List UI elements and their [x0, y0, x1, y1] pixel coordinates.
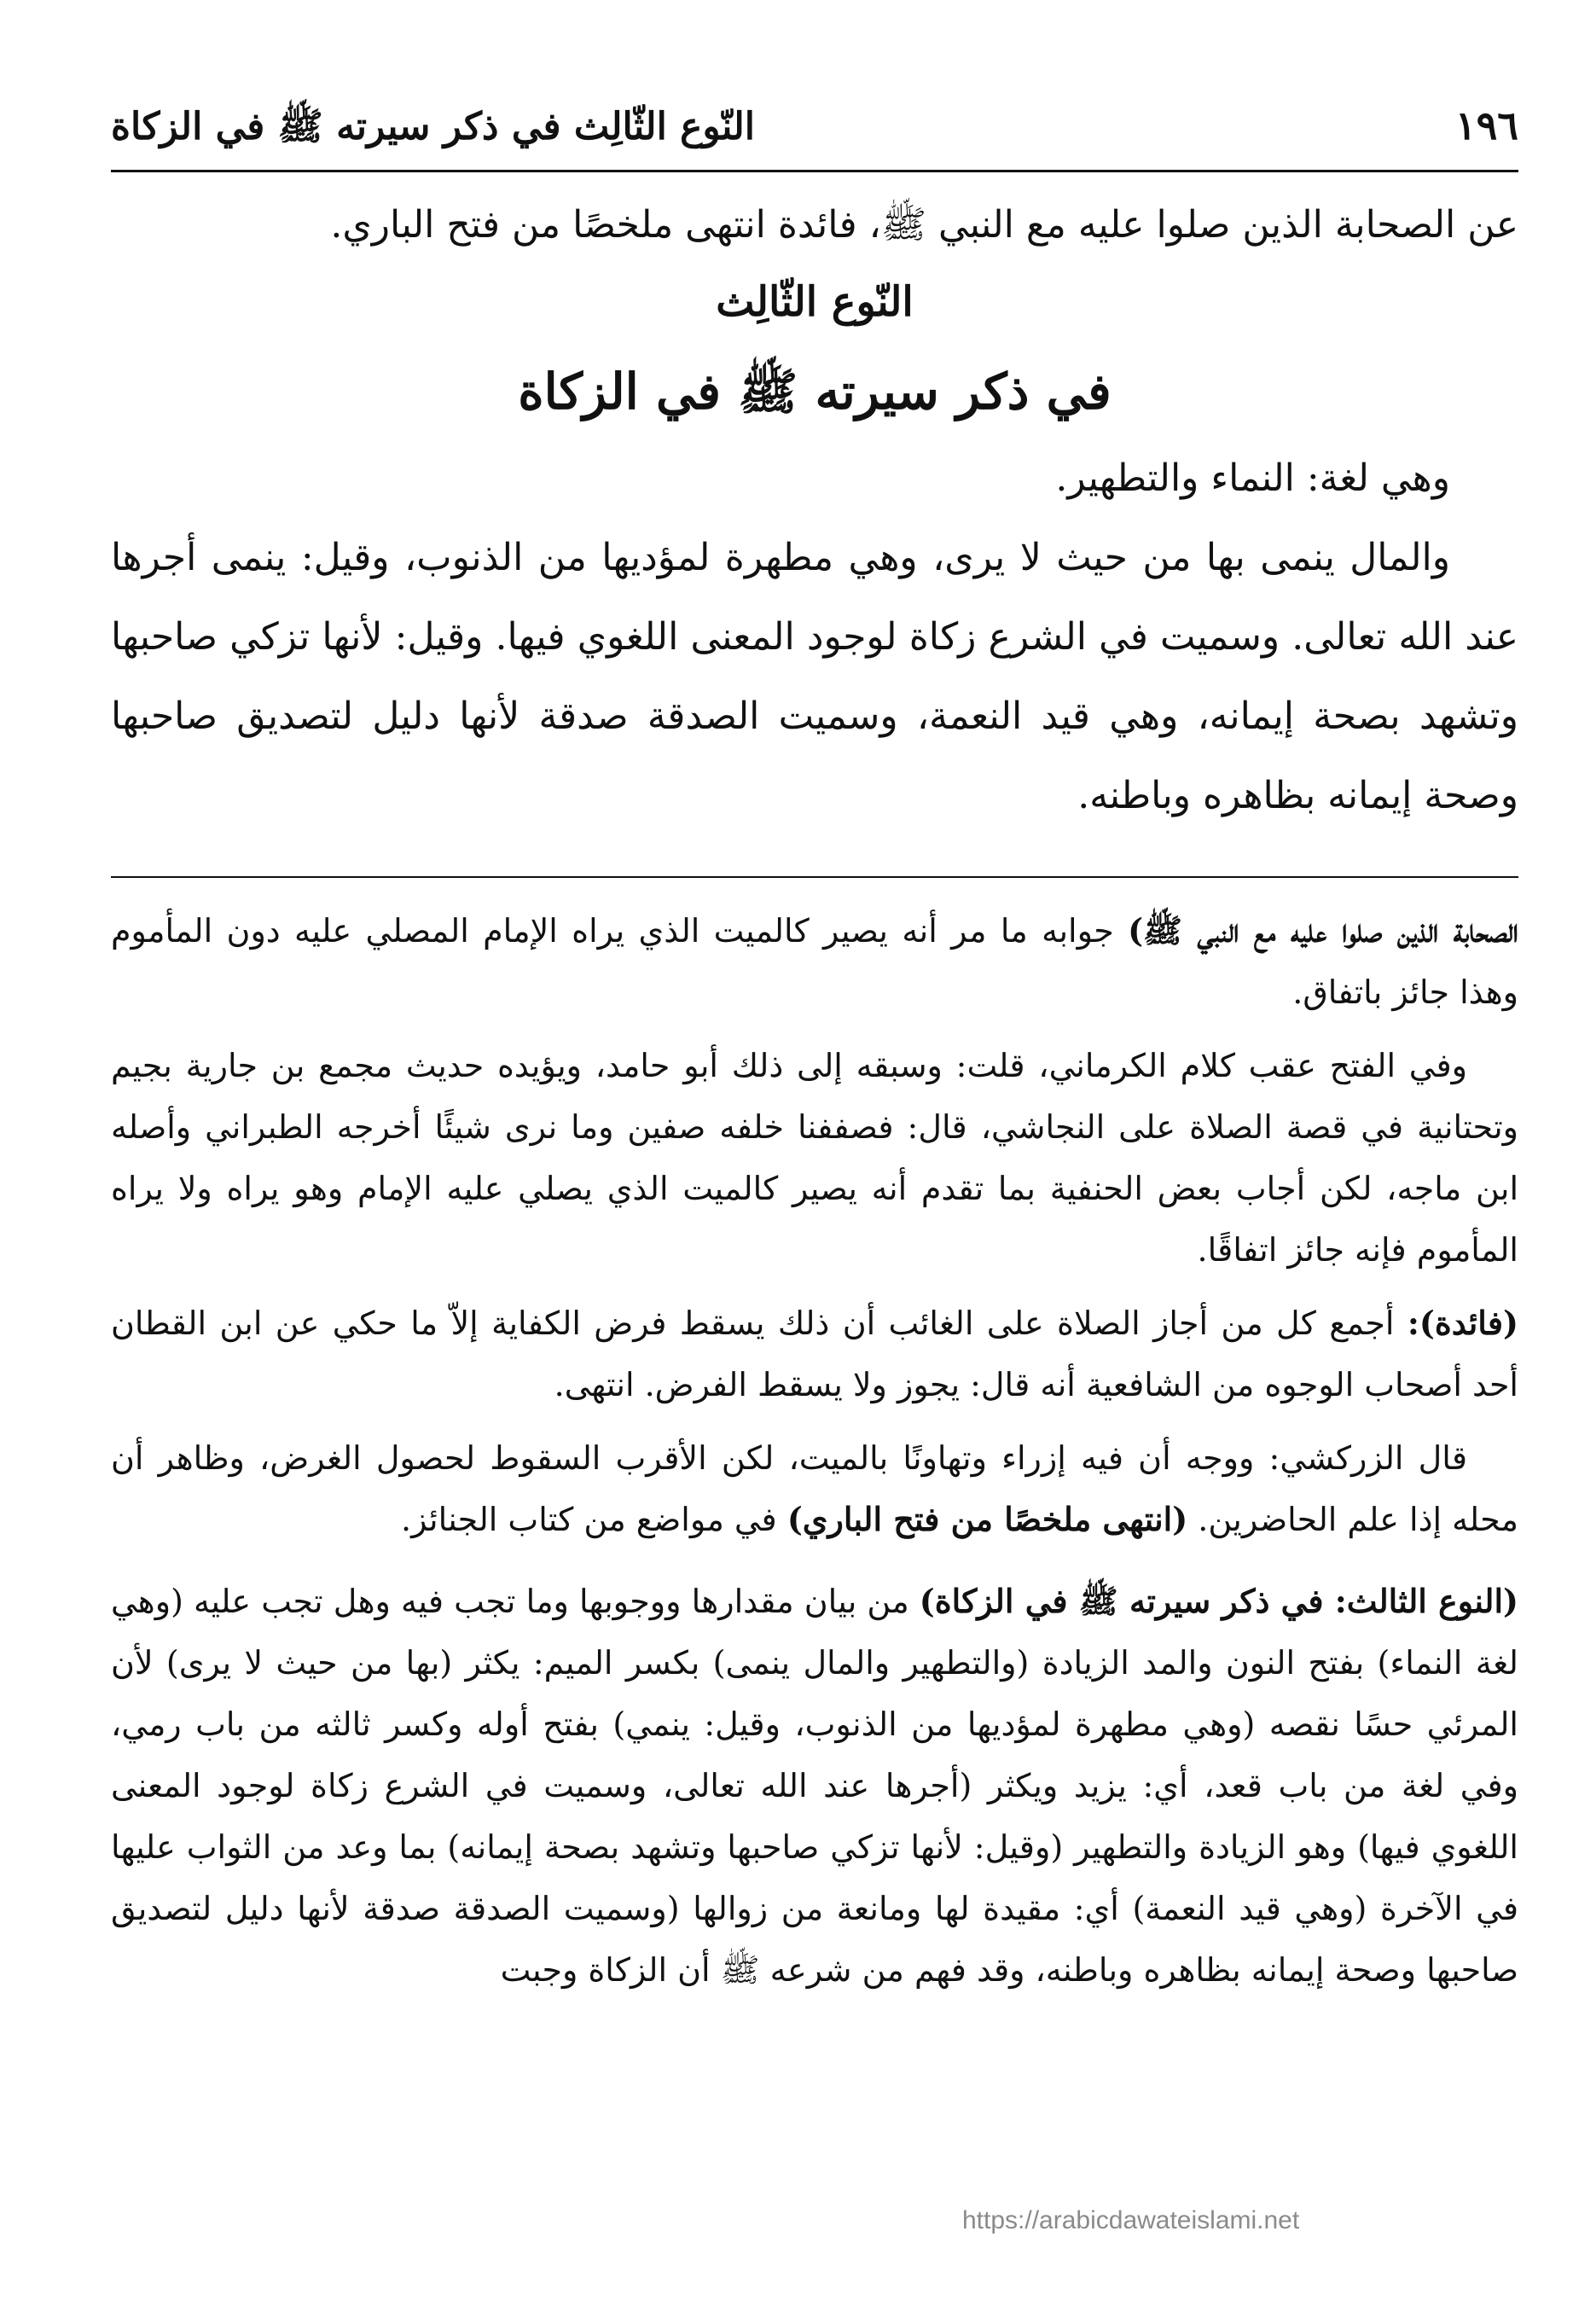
note-text: في مواضع من كتاب الجنائز.: [401, 1501, 787, 1538]
paragraph: والمال ينمى بها من حيث لا يرى، وهي مطهرة لمؤديها من الذنوب، وقيل: ينمى أجرها عند الله تعالى. وسميت في الشرع زكاة لوجود المعنى اللغوي فيها. وقيل: لأنها تزكي صاحبها وتشهد بصحة إيمانه، وهي قيد النعمة، وسميت الصدقة صدقة لأنها دليل لتصديق صاحبها وصحة إيمانه بظاهره وباطنه.: [111, 536, 1519, 817]
note-text: من بيان مقدارها ووجوبها وما تجب فيه وهل تجب عليه (وهي لغة النماء) بفتح النون والمد الزيادة (والتطهير والمال ينمى) بكسر الميم: يكثر (بها من حيث لا يرى) لأن المرئي حسًا نقصه (وهي مطهرة لمؤديها من الذنوب، وقيل: ينمي) بفتح أوله وكسر ثالثه من باب رمي، وفي لغة من باب قعد، أي: يزيد ويكثر (أجرها عند الله تعالى، وسميت في الشرع زكاة لوجود المعنى اللغوي فيها) وهو الزيادة والتطهير (وقيل: لأنها تزكي صاحبها وتشهد بصحة إيمانه) بما وعد من الثواب عليها في الآخرة (وهي قيد النعمة) أي: مقيدة لها ومانعة من زوالها (وسميت الصدقة صدقة لأنها دليل لتصديق صاحبها وصحة إيمانه بظاهره وباطنه، وقد فهم من شرعه ﷺ أن الزكاة وجبت: [111, 1583, 1518, 1989]
note-text: جوابه ما مر أنه يصير كالميت الذي يراه الإمام المصلي عليه دون المأموم وهذا جائز باتفاق.: [111, 912, 1518, 1011]
paragraph: وهي لغة: النماء والتطهير.: [1055, 456, 1450, 500]
note-paragraph: وفي الفتح عقب كلام الكرماني، قلت: وسبقه إلى ذلك أبو حامد، ويؤيده حديث مجمع بن جارية بجيم وتحتانية في قصة الصلاة على النجاشي، قال: فصففنا خلفه صفين وما نرى شيئًا أخرجه الطبراني وأصله ابن ماجه، لكن أجاب بعض الحنفية بما تقدم أنه يصير كالميت الذي يصلي عليه الإمام وهو يراه ولا يراه المأموم فإنه جائز اتفاقًا.: [111, 1047, 1518, 1269]
commentary: [111, 900, 1518, 2001]
footnote-divider: [111, 876, 1518, 878]
note-lemma: (النوع الثالث: في ذكر سيرته ﷺ في الزكاة): [919, 1582, 1518, 1620]
watermark-url: https://arabicdawateislami.net: [962, 2206, 1300, 2234]
note-paragraph: [111, 1293, 1518, 1415]
note-text: أجمع كل من أجاز الصلاة على الغائب أن ذلك يسقط فرض الكفاية إلاّ ما حكي عن ابن القطان أحد أصحاب الوجوه من الشافعية أنه قال: يجوز ولا يسقط الفرض. انتهى.: [111, 1304, 1518, 1403]
page-header: [111, 102, 1518, 172]
note-lemma: (فائدة):: [1407, 1304, 1518, 1342]
note-lemma: (انتهى ملخصًا من فتح الباري): [786, 1500, 1188, 1538]
book-page: [111, 102, 1518, 2013]
note-lemma: الصحابة الذين صلوا عليه مع النبي ﷺ): [1128, 911, 1518, 950]
page-number: ١٩٦: [1454, 102, 1518, 148]
note-text: قال الزركشي: ووجه أن فيه إزراء وتهاونًا بالميت، لكن الأقرب السقوط لحصول الغرض، وظاهر أن محله إذا علم الحاضرين.: [111, 1439, 1518, 1538]
section-title: النّوع الثّالِث: [716, 278, 914, 326]
running-title: النّوع الثّالِث في ذكر سيرته ﷺ في الزكاة: [111, 105, 756, 148]
section-subtitle: في ذكر سيرته ﷺ في الزكاة: [518, 363, 1112, 421]
lead-line: عن الصحابة الذين صلوا عليه مع النبي ﷺ، فائدة انتهى ملخصًا من فتح الباري.: [330, 203, 1518, 247]
note-paragraph: [111, 900, 1518, 1023]
note-paragraph: [111, 1427, 1518, 1550]
main-text: [111, 191, 1518, 835]
note-paragraph: [111, 1571, 1518, 2001]
